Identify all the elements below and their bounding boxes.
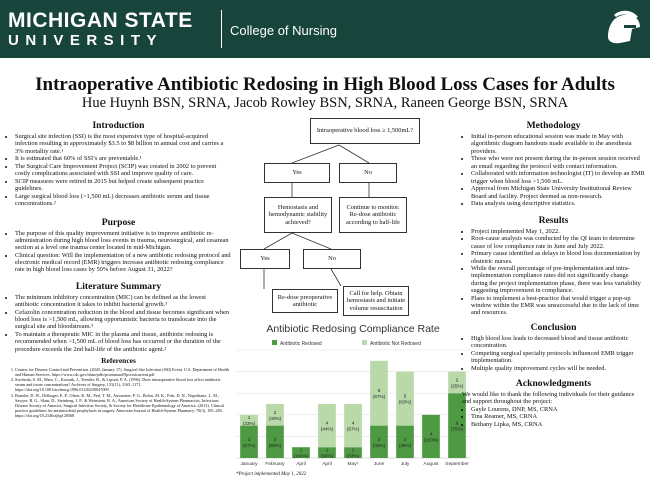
- flow-start-box: Intraoperative blood loss ≥ 1,500mL?: [310, 118, 420, 144]
- reference-item: 1. Centers for Disease Control and Prevention. (2020, January 17). Surgical Site Infection (SSI) Event. U.S. Department of Health and Human Services. https://www.cdc.gov/nhsn/pdfs/pscmanual/9pscssicurrent.pdf: [15, 367, 231, 377]
- list-item: • Data analysis using descriptive statistics.: [471, 200, 645, 207]
- legend-label-not-redosed: Antibiotic Not Redosed: [370, 341, 421, 347]
- literature-section: [6, 281, 231, 353]
- bar-data-label: (33%): [372, 442, 386, 448]
- results-list: [462, 228, 645, 317]
- legend-swatch-redosed: [272, 340, 277, 345]
- list-item: • Gayle Lourens, DNP, MS, CRNA: [471, 406, 645, 413]
- bar-data-label: 6: [377, 388, 381, 394]
- spartan-helmet-icon: [600, 7, 644, 51]
- list-item: • The purpose of this quality improvement initiative is to improve antibiotic re-administration during high blood loss events in trauma, neurosurgical, and cesarean section at a level one trauma center located in mid-Michigan.: [15, 230, 231, 252]
- flow-redose-box: Re-dose preoperative antibiotic: [272, 289, 338, 313]
- list-item: • The minimum inhibitory concentration (MIC) can be defined as the lowest antibiotic concentration it takes to inhibit bacterial growth.³: [15, 294, 231, 309]
- legend-label-redosed: Antibiotic Redosed: [280, 341, 322, 347]
- bar-data-label: (25%): [450, 383, 464, 389]
- acknowledgments-section: [462, 378, 645, 428]
- college-name: College of Nursing: [230, 23, 337, 38]
- purpose-list: [6, 230, 231, 274]
- x-tick-label: June: [373, 462, 385, 467]
- literature-list: [6, 294, 231, 353]
- list-item: • Initial in-person educational session was made in May with algorithmic diagram handouts made available to the anesthesia providers.: [471, 133, 645, 155]
- acknowledgments-text: We would like to thank the following individuals for their guidance and support throughout the project:: [462, 390, 635, 406]
- list-item: • To maintain a therapeutic MIC in the plasma and tissue, antibiotic redosing is recommended when >1,500 mL of blood loss has occurred or the duration of the procedure exceeds the 2nd half-life of the antibiotic agent.²: [15, 331, 231, 353]
- methodology-list: [462, 133, 645, 208]
- x-tick-label: April: [322, 462, 332, 467]
- methodology-heading: Methodology: [526, 120, 581, 131]
- compliance-chart-svg: [230, 318, 476, 478]
- bar-data-label: 4: [429, 431, 433, 437]
- bar-data-label: 3: [377, 436, 381, 442]
- list-item: • Bethany Lipka, MS, CRNA: [471, 421, 645, 428]
- references-heading: References: [101, 355, 136, 365]
- x-tick-label: August: [423, 462, 439, 467]
- list-item: • Plans to implement a best-practice that would trigger a pop-up window within the EMR was unsuccessful due to the lack of time and resources.: [471, 295, 645, 317]
- chart-footnote: *Project implemented May 1, 2022: [236, 472, 307, 477]
- references-section: [6, 357, 231, 418]
- bar-data-label: 4: [351, 420, 355, 426]
- bar-data-label: 4: [325, 420, 329, 426]
- university-name-line1: MICHIGAN STATE: [8, 9, 193, 32]
- x-tick-label: September: [445, 462, 469, 467]
- bar-data-label: (44%): [320, 426, 334, 432]
- poster-authors: Hue Huynh BSN, SRNA, Jacob Rowley BSN, SRNA, Raneen George BSN, SRNA: [81, 95, 569, 111]
- purpose-heading: Purpose: [101, 216, 136, 228]
- list-item: • Root-cause analysis was conducted by the QI team to determine cause of low compliance rate in June and July 2022.: [471, 235, 645, 250]
- results-heading: Results: [538, 214, 569, 226]
- bar-data-label: 6: [455, 420, 459, 426]
- flow-hemostasis-box: Hemostasis and hemodynamic stability achieved?: [264, 197, 332, 233]
- flow-yes2-box: Yes: [240, 249, 290, 269]
- bar-data-label: (67%): [346, 426, 360, 432]
- university-wordmark: [8, 10, 193, 49]
- methodology-section: [462, 120, 645, 208]
- reference-item: 3. Bratzler, D. W., Dellinger, E. P., Olsen, K. M., Perl, T. M., Auwaerter, P. G., Bolon, M. K., Fish, D. N., Napolitano, L. M., Sawyer, R. G., Slain, D., Steinberg, J. P., & Weinstein, R. A.; American Society of Health-System Pharmacists, Infectious Disease Society of America, Surgical Infection Society, & Society for Healthcare Epidemiology of America. (2013). Clinical practice guidelines for antimicrobial prophylaxis in surgery. American Journal of Health-System Pharmacy, 70(3), 195–283. https://doi.org/10.2146/ajhp120568: [15, 393, 231, 418]
- bar-data-label: 1: [351, 447, 355, 453]
- bar-data-label: 1: [299, 447, 303, 453]
- bar-data-label: (67%): [372, 394, 386, 400]
- list-item: • Clinical question: Will the implementation of a new antibiotic redosing protocol and electronic medical record (EMR) triggers increase antibiotic redosing compliance rate in high blood loss cases by 50% before August 31, 2022?: [15, 252, 231, 274]
- x-tick-label: February: [265, 462, 285, 467]
- introduction-heading: Introduction: [92, 120, 145, 131]
- conclusion-heading: Conclusion: [530, 321, 577, 333]
- chart-title: Antibiotic Redosing Compliance Rate: [266, 323, 440, 335]
- bar-data-label: (33%): [346, 453, 360, 459]
- list-item: • Tina Reamer, MS, CRNA: [471, 413, 645, 420]
- bar-data-label: (38%): [398, 442, 412, 448]
- list-item: • Multiple quality improvement cycles will be needed.: [471, 365, 645, 372]
- list-item: • While the overall percentage of pre-implementation and intra-implementation compliance rates did not significantly change during the project implementation phase, there was less variability suggesting improvement in compliance.: [471, 265, 645, 294]
- flow-no2-box: No: [303, 249, 361, 269]
- results-section: [462, 215, 645, 317]
- literature-heading: Literature Summary: [75, 280, 162, 292]
- reference-item: 2. Swoboda, S. M., Merz, C., Kostuik, J., Trentler, B., & Lipsett, P. A. (1996). Does intraoperative blood loss affect antibiotic serum and tissue concentrations? Archives of Surgery, 131(11), 1165–1171. https://doi.org/10.1001/archsurg.1996.01430230047009: [15, 377, 231, 392]
- bar-data-label: 1: [325, 447, 329, 453]
- flow-yes-box: Yes: [264, 163, 330, 183]
- list-item: • High blood loss leads to decreased blood and tissue antibiotic concentration.: [471, 335, 645, 350]
- conclusion-section: [462, 322, 645, 372]
- conclusion-list: [462, 335, 645, 372]
- list-item: • It is estimated that 60% of SSI’s are preventable.¹: [15, 155, 231, 162]
- compliance-chart: [230, 318, 476, 478]
- flow-call-help-box: Call for help. Obtain hemostasis and initiate volume resuscitation: [343, 286, 409, 316]
- x-tick-label: May*: [347, 462, 359, 467]
- list-item: • Surgical site infection (SSI) is the most expensive type of hospital-acquired infection resulting in approximately $3.5 to $8 billion in annual cost and carries a 3% mortality rate.¹: [15, 133, 231, 155]
- bar-data-label: (56%): [320, 453, 334, 459]
- bar-data-label: 2: [273, 409, 277, 415]
- flow-continue-box: Continue to monitor. Re-dose antibiotic according to half-life: [339, 197, 407, 233]
- bar-data-label: 2: [455, 377, 459, 383]
- list-item: • Collaborated with information technologist (IT) to develop an EMR trigger when blood loss >1,500 mL.: [471, 170, 645, 185]
- references-list: [6, 367, 231, 418]
- list-item: • The Surgical Care Improvement Project (SCIP) was created in 2002 to prevent costly complications associated with SSI and improve quality of care.: [15, 163, 231, 178]
- introduction-section: [6, 120, 231, 208]
- bar-data-label: (33%): [242, 421, 256, 427]
- list-item: • Competing surgical specialty protocols influenced EMR trigger implementation.: [471, 350, 645, 365]
- list-item: • Large surgical blood loss (>1,500 mL) decreases antibiotic serum and tissue concentrations.²: [15, 193, 231, 208]
- list-item: • Project implemented May 1, 2022.: [471, 228, 645, 235]
- acknowledgments-list: [462, 406, 645, 429]
- bar-data-label: (100%): [423, 437, 439, 443]
- list-item: • Cefazolin concentration reduction in the blood and tissue becomes significant when blood loss is >1,500 mL, allowing opportunistic bacteria to translocate into the surgical site and bloodstream.³: [15, 309, 231, 331]
- left-column: [6, 120, 231, 418]
- flow-no-box: No: [339, 163, 397, 183]
- legend-swatch-not-redosed: [362, 340, 367, 345]
- bar-data-label: 5: [403, 393, 407, 399]
- x-tick-label: July: [400, 462, 410, 467]
- bar-data-label: (75%): [450, 426, 464, 432]
- list-item: • SCIP measures were retired in 2015 but helped create subsequent practice guidelines.: [15, 178, 231, 193]
- bar-data-label: (63%): [398, 399, 412, 405]
- bar-data-label: 3: [403, 436, 407, 442]
- header-banner: [0, 0, 650, 58]
- banner-divider: [221, 10, 222, 48]
- list-item: • Those who were not present during the in-person session received an email regarding the protocol with contact information.: [471, 155, 645, 170]
- bar-data-label: (67%): [242, 442, 256, 448]
- bar-data-label: 3: [273, 436, 277, 442]
- introduction-list: [6, 133, 231, 208]
- list-item: • Primary cause identified as delays in blood loss documentation by obstetric nurses.: [471, 250, 645, 265]
- poster-title: Intraoperative Antibiotic Redosing in High Blood Loss Cases for Adults: [35, 74, 615, 95]
- x-tick-label: January: [240, 462, 258, 467]
- bar-data-label: (40%): [268, 415, 282, 421]
- purpose-section: [6, 217, 231, 274]
- bar-data-label: 1: [247, 415, 251, 421]
- bar-data-label: (60%): [268, 442, 282, 448]
- bar-data-label: (100%): [293, 453, 309, 459]
- x-tick-label: April: [296, 462, 306, 467]
- acknowledgments-heading: Acknowledgments: [515, 377, 592, 389]
- list-item: • Approval from Michigan State University Institutional Review Board and facility. Project deemed as non-research.: [471, 185, 645, 200]
- right-column: [462, 120, 645, 429]
- bar-data-label: 3: [247, 436, 251, 442]
- university-name-line2: UNIVERSITY: [8, 32, 164, 49]
